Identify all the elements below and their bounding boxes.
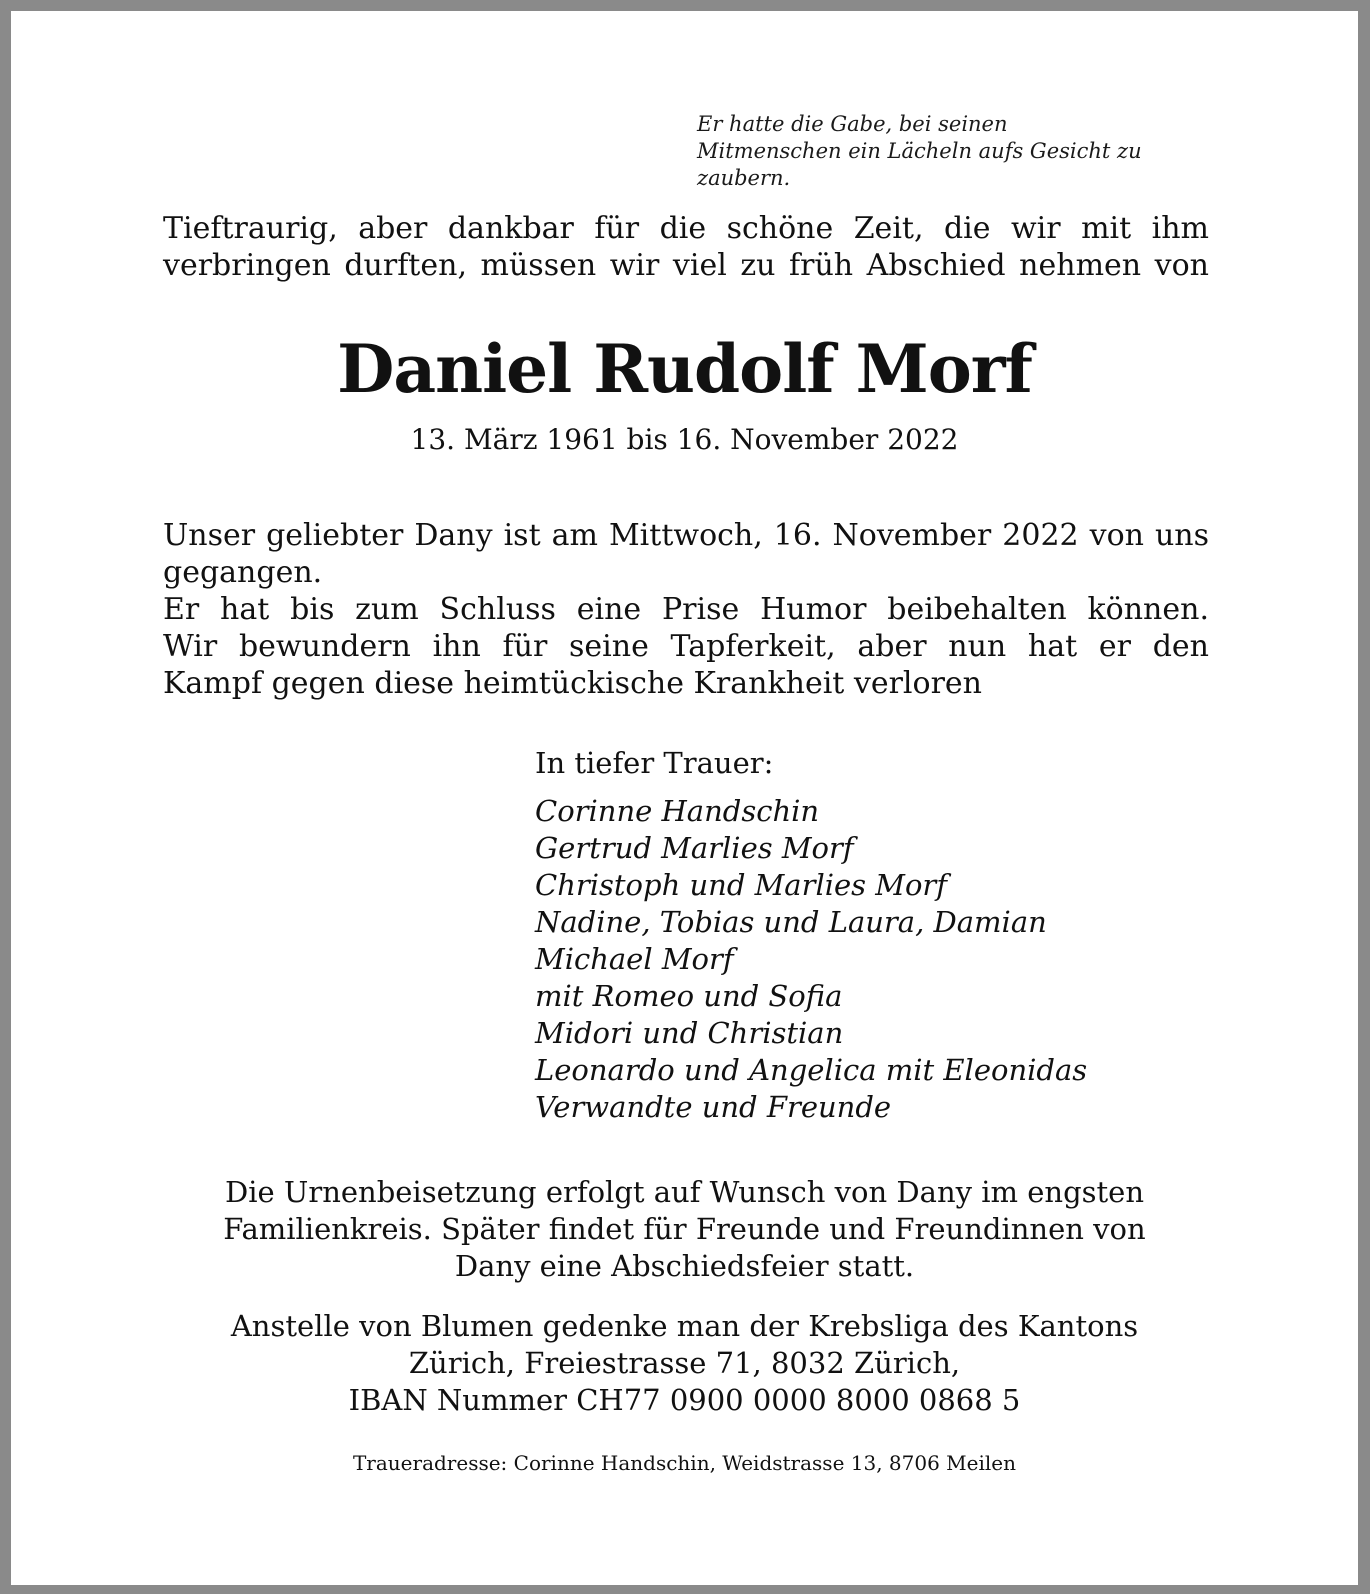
life-dates: 13. März 1961 bis 16. November 2022 — [410, 423, 959, 456]
burial-notice — [11, 1174, 1358, 1285]
deceased-name: Daniel Rudolf Morf — [337, 330, 1032, 408]
mourner-name: Verwandte und Freunde — [535, 1090, 892, 1124]
mourner-name: Nadine, Tobias und Laura, Damian — [535, 905, 1047, 939]
burial-line: Die Urnenbeisetzung erfolgt auf Wunsch von Dany im engsten — [224, 1175, 1145, 1209]
message-line: Kampf gegen diese heimtückische Krankheit verloren — [163, 666, 982, 701]
message-line: Wir bewundern ihn für seine Tapferkeit, aber nun hat er den — [163, 629, 1209, 664]
mourner-name: mit Romeo und Sofia — [535, 979, 843, 1013]
donation-notice — [11, 1308, 1358, 1419]
burial-line: Dany eine Abschiedsfeier statt. — [454, 1249, 915, 1283]
intro-line: verbringen durften, müssen wir viel zu früh Abschied nehmen von — [163, 248, 1209, 283]
obituary-page — [11, 11, 1358, 1585]
motto-line: Mitmenschen ein Lächeln aufs Gesicht zu — [697, 139, 1142, 163]
message-text — [163, 517, 1209, 702]
burial-line: Familienkreis. Später findet für Freunde und Freundinnen von — [223, 1212, 1146, 1246]
donation-line: Zürich, Freiestrasse 71, 8032 Zürich, — [408, 1346, 961, 1380]
mourner-name: Christoph und Marlies Morf — [535, 868, 948, 902]
donation-line: IBAN Nummer CH77 0900 0000 8000 0868 5 — [348, 1383, 1021, 1417]
mourning-heading: In tiefer Trauer: — [535, 746, 774, 780]
mourner-name: Gertrud Marlies Morf — [535, 831, 854, 865]
motto-line: Er hatte die Gabe, bei seinen — [697, 112, 1008, 136]
intro-text — [163, 210, 1209, 284]
message-line: gegangen. — [163, 555, 323, 590]
mourner-name: Michael Morf — [535, 942, 734, 976]
message-line: Unser geliebter Dany ist am Mittwoch, 16. November 2022 von uns — [163, 518, 1209, 553]
mourners-block — [535, 745, 1235, 1126]
message-line: Er hat bis zum Schluss eine Prise Humor beibehalten können. — [163, 592, 1209, 627]
intro-line: Tieftraurig, aber dankbar für die schöne Zeit, die wir mit ihm — [163, 211, 1209, 246]
mourner-name: Midori und Christian — [535, 1016, 844, 1050]
mourners-list — [535, 793, 1235, 1126]
mourner-name: Leonardo und Angelica mit Eleonidas — [535, 1053, 1088, 1087]
motto-line: zaubern. — [697, 166, 791, 190]
motto-quote — [697, 111, 1257, 192]
donation-line: Anstelle von Blumen gedenke man der Krebsliga des Kantons — [230, 1309, 1139, 1343]
mourning-address: Traueradresse: Corinne Handschin, Weidstrasse 13, 8706 Meilen — [352, 1451, 1017, 1475]
mourner-name: Corinne Handschin — [535, 794, 820, 828]
